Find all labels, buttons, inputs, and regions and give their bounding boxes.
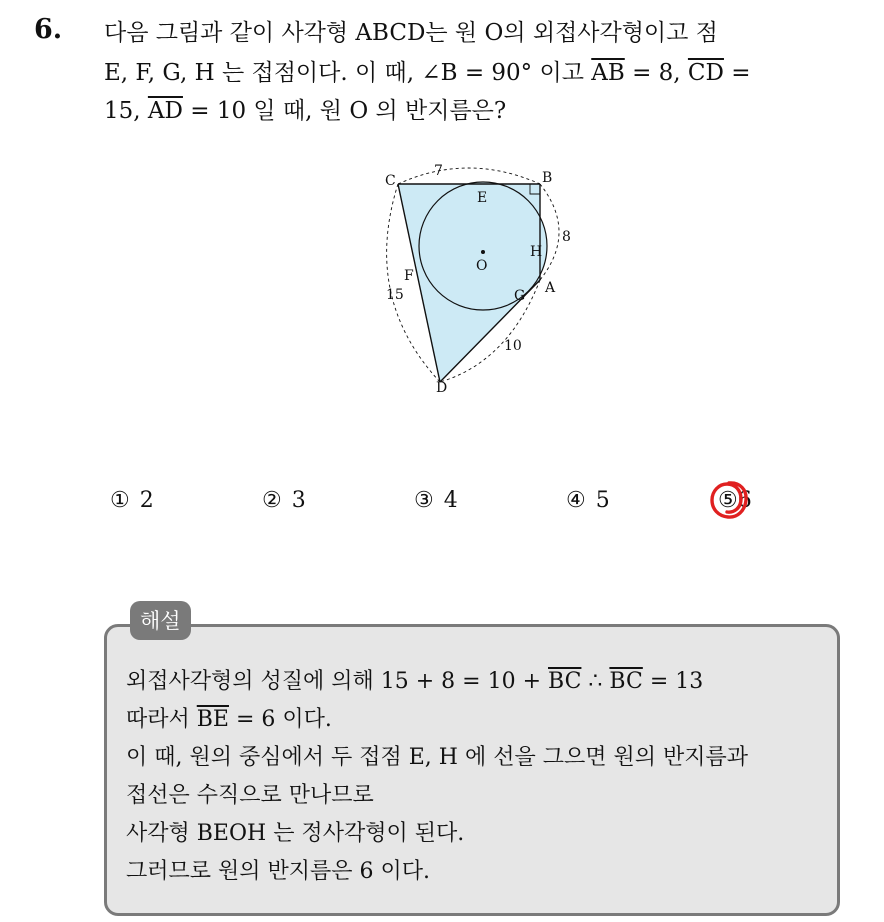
choice-symbol: ③	[414, 488, 434, 513]
choice-1[interactable]	[110, 488, 154, 513]
segment-bc: $\overline{BC}$	[548, 669, 582, 694]
dimension-arc-cb	[398, 168, 540, 184]
answer-mark-icon	[707, 478, 751, 522]
choice-2[interactable]	[262, 488, 306, 513]
segment-ab: $\overline{AB}$	[591, 60, 625, 86]
solution-line-2	[126, 702, 332, 733]
solution-text: = 6 이다.	[228, 707, 332, 732]
label-c: C	[385, 173, 396, 189]
question-text: E, F, G, H 는 접점이다. 이 때, ∠B = 90° 이고	[104, 60, 592, 86]
segment-be: $\overline{BE}$	[196, 707, 229, 732]
label-o: O	[476, 258, 488, 274]
choice-symbol: ①	[110, 488, 130, 513]
choice-value: 4	[443, 488, 458, 513]
solution-line-4: 접선은 수직으로 만나므로	[126, 783, 374, 808]
question-line-2	[104, 54, 751, 87]
solution-tag: 해설	[130, 601, 191, 640]
label-e: E	[477, 190, 488, 206]
label-side-ad: 10	[504, 338, 522, 354]
choice-3[interactable]	[414, 488, 458, 513]
solution-line-5: 사각형 BEOH 는 정사각형이 된다.	[126, 821, 465, 846]
solution-line-1	[126, 664, 703, 695]
segment-bc: $\overline{BC}$	[609, 669, 643, 694]
label-h: H	[530, 244, 543, 260]
question-text: 15,	[104, 98, 148, 124]
solution-text: ∴	[581, 669, 610, 694]
segment-ad: $\overline{AD}$	[147, 98, 183, 124]
choice-symbol: ②	[262, 488, 282, 513]
choice-value: 2	[139, 488, 154, 513]
label-d: D	[436, 380, 448, 396]
choice-4[interactable]	[566, 488, 610, 513]
label-b: B	[542, 170, 553, 186]
question-line-1: 다음 그림과 같이 사각형 ABCD는 원 O의 외접사각형이고 점	[104, 20, 718, 46]
solution-text: 외접사각형의 성질에 의해 15 + 8 = 10 +	[126, 669, 548, 694]
label-side-cd: 15	[386, 287, 404, 303]
question-text: = 8,	[624, 60, 688, 86]
segment-cd: $\overline{CD}$	[687, 60, 724, 86]
center-point	[481, 250, 485, 254]
question-text: =	[723, 60, 751, 86]
question-number: 6.	[34, 14, 63, 45]
label-side-ab: 8	[562, 229, 571, 245]
choice-symbol: ⑤	[718, 488, 738, 513]
label-a: A	[545, 280, 556, 296]
geometry-figure	[380, 158, 590, 398]
label-g: G	[514, 288, 526, 304]
label-side-cb: 7	[434, 163, 443, 179]
label-f: F	[404, 268, 414, 284]
question-text: = 10 일 때, 원 O 의 반지름은?	[182, 98, 507, 124]
question-line-3	[104, 92, 506, 125]
solution-text: 따라서	[126, 707, 197, 732]
solution-text: = 13	[642, 669, 704, 694]
solution-line-6: 그러므로 원의 반지름은 6 이다.	[126, 859, 430, 884]
choice-value: 5	[595, 488, 610, 513]
solution-line-3: 이 때, 원의 중심에서 두 접점 E, H 에 선을 그으면 원의 반지름과	[126, 745, 748, 770]
choice-symbol: ④	[566, 488, 586, 513]
choice-value: 3	[291, 488, 306, 513]
choice-value: 6	[737, 488, 752, 513]
